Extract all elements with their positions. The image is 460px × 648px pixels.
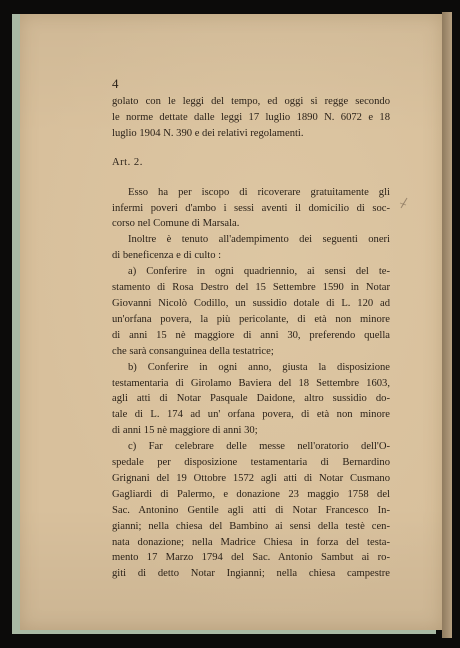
text-line: di anni 15 nè maggiore di anni 30, preferendo quella	[112, 329, 390, 341]
text-line: Gagliardi di Palermo, e donazione 23 maggio 1758 del	[112, 488, 390, 500]
text-line: spedale per disposizione testamentaria di Bernardino	[112, 457, 390, 469]
text-line: di anni 15 nè maggiore di anni 30;	[112, 425, 258, 437]
text-line: Giovanni Nicolò Codillo, un sussidio dotale di L. 120 ad	[112, 297, 390, 309]
text-line: Inoltre è tenuto all'adempimento dei seguenti oneri	[128, 234, 390, 246]
text-line: golato con le leggi del tempo, ed oggi si regge secondo	[112, 96, 390, 107]
facing-page-edge	[442, 12, 452, 638]
text-line: c) Far celebrare delle messe nell'oratorio dell'O-	[128, 441, 390, 453]
text-line: testamentaria di Girolamo Baviera del 18 Settembre 1603,	[112, 377, 390, 389]
text-line: gianni; nella chiesa del Bambino ai sensi della testè cen-	[112, 520, 390, 532]
item-b	[112, 360, 390, 440]
text-line: nata donazione; nella Madrice Chiesa in forza del testa-	[112, 536, 390, 548]
text-line: mento 17 Marzo 1794 del Sac. Antonio Sambut ai ro-	[112, 552, 390, 564]
text-line: luglio 1904 N. 390 e dei relativi regolamenti.	[112, 127, 304, 139]
text-line: corso nel Comune di Marsala.	[112, 218, 240, 230]
body-text	[112, 94, 390, 582]
text-line: giti di detto Notar Ingianni; nella chiesa campestre	[112, 568, 390, 580]
text-line: le norme dettate dalle leggi 17 luglio 1890 N. 6072 e 18	[112, 111, 390, 123]
text-line: di beneficenza e di culto :	[112, 250, 222, 262]
page-number: 4	[112, 76, 119, 91]
text-line: Esso ha per iscopo di ricoverare gratuitamente gli	[128, 186, 390, 198]
item-c	[112, 439, 390, 582]
article-heading: Art. 2.	[112, 156, 143, 168]
top-paragraph	[112, 94, 390, 142]
text-line: tale di L. 174 ad un' orfana povera, di età non minore	[112, 409, 390, 421]
paragraph-purpose	[112, 185, 390, 233]
paragraph-obligations	[112, 232, 390, 264]
ink-mark-icon	[398, 196, 410, 210]
text-line: Grignani del 19 Ottobre 1572 agli atti di Notar Cusmano	[112, 472, 390, 484]
text-line: a) Conferire in ogni quadriennio, ai sensi del te-	[128, 266, 390, 278]
item-a	[112, 264, 390, 359]
text-line: agli atti di Notar Pasquale Daidone, altro sussidio do-	[112, 393, 390, 405]
text-line: infermi poveri d'ambo i sessi aventi il domicilio di soc-	[112, 202, 390, 214]
text-line: b) Conferire in ogni anno, giusta la disposizione	[128, 361, 390, 373]
text-line: un'orfana povera, la più pericolante, di età non minore	[112, 313, 390, 325]
text-line: che sarà consanguinea della testatrice;	[112, 345, 274, 357]
text-line: Sac. Antonino Gentile agli atti di Notar Francesco In-	[112, 504, 390, 516]
text-line: stamento di Rosa Destro del 15 Settembre 1590 in Notar	[112, 282, 390, 294]
